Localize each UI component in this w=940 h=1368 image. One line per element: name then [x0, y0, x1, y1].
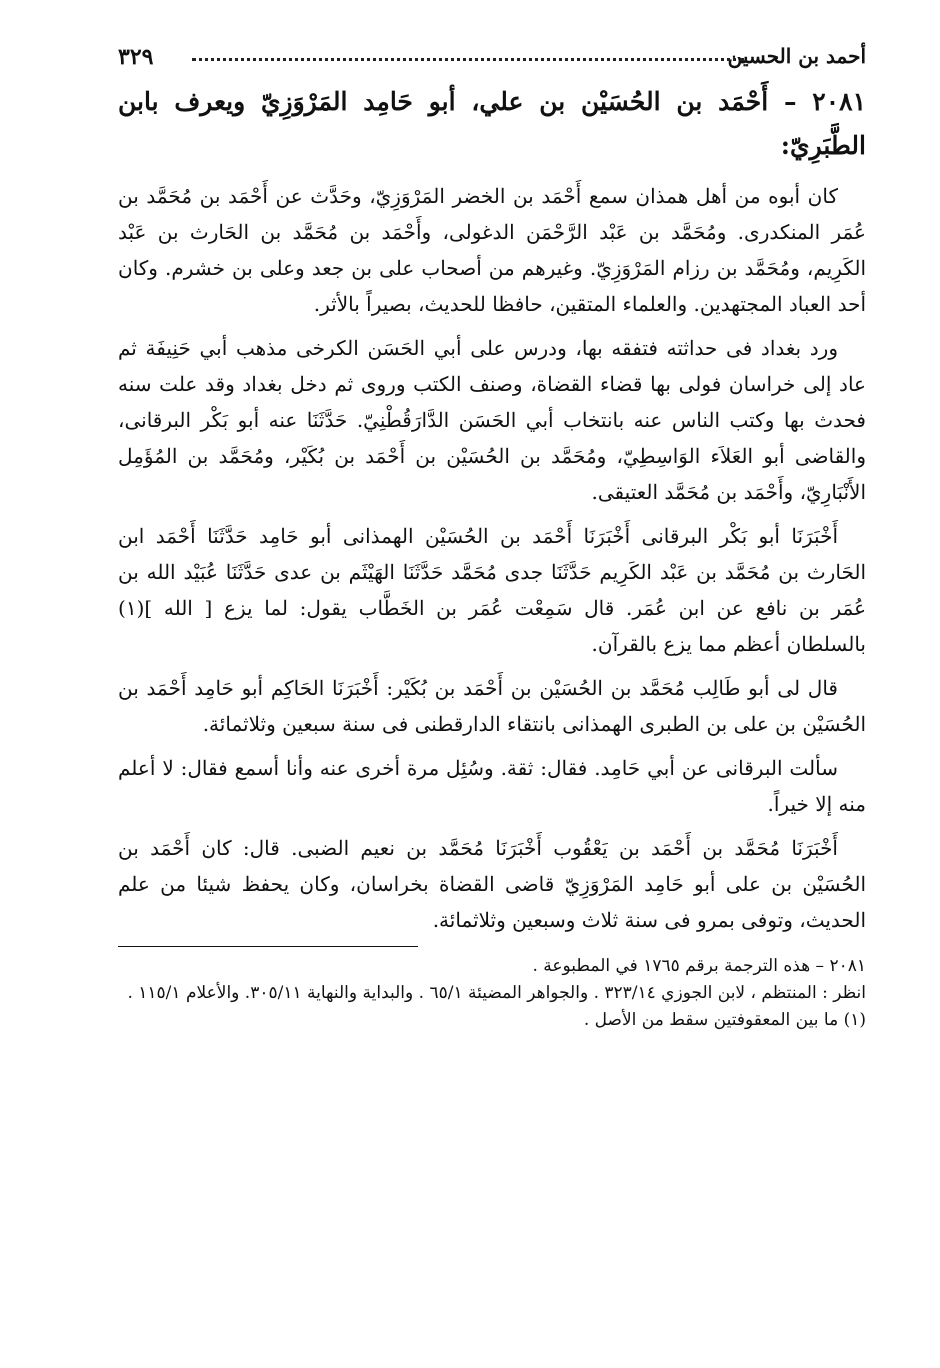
body-paragraph: كان أبوه من أهل همذان سمع أَحْمَد بن الخضر المَرْوَزِيّ، وحَدَّث عن أَحْمَد بن مُحَمَّد بن عُمَر المنكدرى. ومُحَمَّد بن عَبْد الرَّحْمَن الدغولى، وأَحْمَد بن مُحَمَّد بن الحَارث بن عَبْد الكَرِيم، ومُحَمَّد بن رزام المَرْوَزِيّ. وغيرهم من أصحاب على بن جعد وعلى بن خشرم. وكان أحد العباد المجتهدين. والعلماء المتقين، حافظا للحديث، بصيراً بالأثر.: [118, 184, 866, 316]
page-number: ٣٢٩: [118, 44, 154, 70]
body-paragraph: سألت البرقانى عن أبي حَامِد. فقال: ثقة. وسُئِل مرة أخرى عنه وأنا أسمع فقال: لا أعلم منه إلا خيراً.: [118, 756, 866, 816]
leader-dots: [192, 58, 744, 61]
body-paragraph: ورد بغداد فى حداثته فتفقه بها، ودرس على أبي الحَسَن الكرخى مذهب أبي حَنِيفَة ثم عاد إلى خراسان فولى بها قضاء القضاة، وصنف الكتب وروى ثم دخل بغداد وقد علت سنه فحدث بها وكتب الناس عنه بانتخاب أبي الحَسَن الدَّارَقُطْنِيّ. حَدَّثَنَا عنه أبو بَكْر البرقانى، والقاضى أبو العَلاَء الوَاسِطِيّ، ومُحَمَّد بن الحُسَيْن بن أَحْمَد بن بُكَيْر، ومُحَمَّد بن المُؤَمِل الأَنْبَارِيّ، وأَحْمَد بن مُحَمَّد العتيقى.: [118, 336, 866, 504]
footnote: (١) ما بين المعقوفتين سقط من الأصل .: [583, 1010, 866, 1030]
footnote: انظر : المنتظم ، لابن الجوزي ٣٢٣/١٤ . والجواهر المضيئة ٦٥/١ . والبداية والنهاية ٣٠٥/١١. والأعلام ١١٥/١ .: [127, 983, 866, 1003]
footnotes: [118, 953, 866, 1034]
running-header: [118, 38, 866, 78]
body-paragraph: أَخْبَرَنَا مُحَمَّد بن أَحْمَد بن يَعْقُوب أَخْبَرَنَا مُحَمَّد بن نعيم الضبى. قال: كان أَحْمَد بن الحُسَيْن بن على أبو حَامِد المَرْوَزِيّ قاضى القضاة بخراسان، وكان يحفظ شيئا من علم الحديث، وتوفى بمرو فى سنة ثلاث وسبعين وثلاثمائة.: [118, 836, 866, 932]
book-page: [118, 38, 866, 1034]
footnote-separator: [118, 946, 418, 947]
entry-title: ٢٠٨١ – أَحْمَد بن الحُسَيْن بن علي، أبو حَامِد المَرْوَزِيّ ويعرف بابن الطَّبَرِيّ:: [118, 87, 866, 160]
body-paragraph: أَخْبَرَنَا أبو بَكْر البرقانى أَخْبَرَنَا أَحْمَد بن الحُسَيْن الهمذانى أبو حَامِد حَدَّثَنَا أَحْمَد ابن الحَارث بن مُحَمَّد بن عَبْد الكَرِيم حَدَّثَنَا جدى مُحَمَّد حَدَّثَنَا الهَيْثَم بن عدى حَدَّثَنَا عُبَيْد الله بن عُمَر بن نافع عن ابن عُمَر. قال سَمِعْت عُمَر بن الخَطَّاب يقول: لما يزع [ الله ](١) بالسلطان أعظم مما يزع بالقرآن.: [118, 524, 866, 656]
footnote: ٢٠٨١ – هذه الترجمة برقم ١٧٦٥ في المطبوعة .: [532, 956, 866, 976]
body-paragraph: قال لى أبو طَالِب مُحَمَّد بن الحُسَيْن بن أَحْمَد بن بُكَيْر: أَخْبَرَنَا الحَاكِم أبو حَامِد أَحْمَد بن الحُسَيْن بن على بن الطبرى الهمذانى بانتقاء الدارقطنى فى سنة سبعين وثلاثمائة.: [118, 676, 866, 736]
running-title: أحمد بن الحسين: [727, 44, 866, 68]
